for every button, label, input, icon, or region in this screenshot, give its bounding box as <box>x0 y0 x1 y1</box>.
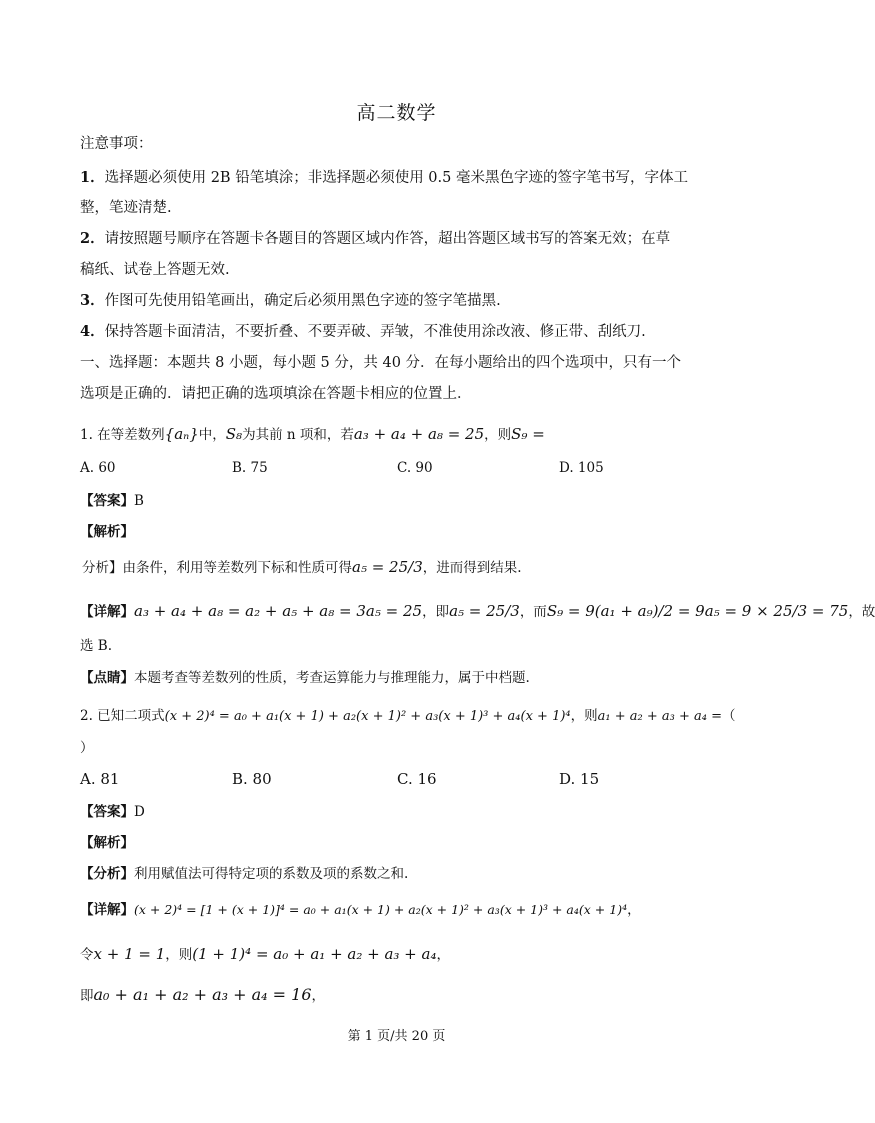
q1-stem-text: 中， <box>198 427 226 443</box>
q2-option-b: B. 80 <box>232 770 272 788</box>
notice-number: 1． <box>80 169 105 186</box>
q2-paren-close: ） <box>80 740 94 756</box>
comment-label: 【点睛】 <box>80 670 134 686</box>
q2-step-text: 即 <box>80 988 94 1004</box>
answer-label: 【答案】 <box>80 493 134 509</box>
q1-stem-text: ，则 <box>484 427 512 443</box>
q1-option-a: A. 60 <box>80 460 116 476</box>
q2-sum-expression: a₁ + a₂ + a₃ + a₄ = <box>597 709 722 724</box>
notice-number: 2． <box>80 230 105 247</box>
q1-detail-eq: a₅ = 25/3 <box>449 602 520 620</box>
q2-step-eq: a₀ + a₁ + a₂ + a₃ + a₄ = 16 <box>93 985 312 1004</box>
notice-1-line1 <box>80 168 688 188</box>
q2-step-2 <box>80 985 325 1006</box>
q1-stem-text: 1. 在等差数列 <box>80 427 165 443</box>
q1-condition: a₃ + a₄ + a₈ = 25 <box>353 425 485 443</box>
notice-number: 4． <box>80 323 105 340</box>
q2-option-a: A. 81 <box>80 770 120 788</box>
notice-text: 作图可先使用铅笔画出，确定后必须用黑色字迹的签字笔描黑. <box>104 293 501 309</box>
q1-stem <box>80 424 545 445</box>
q1-detail <box>80 601 875 622</box>
notice-text: 保持答题卡面清洁，不要折叠、不要弄破、弄皱，不准使用涂改液、修正带、刮纸刀. <box>104 324 646 340</box>
q2-stem-equation: (x + 2)⁴ = a₀ + a₁(x + 1) + a₂(x + 1)² + a₃(x + 1)³ + a₄(x + 1)⁴ <box>164 709 571 724</box>
q1-option-b: B. 75 <box>232 460 268 476</box>
q2-stem-text: ，则 <box>570 708 598 724</box>
q2-step-eq: (1 + 1)⁴ = a₀ + a₁ + a₂ + a₃ + a₄ <box>192 945 437 963</box>
q1-stem-text: 为其前 n 项和，若 <box>242 427 354 443</box>
q1-s9: S₉ = <box>511 425 545 443</box>
section-heading-line2: 选项是正确的．请把正确的选项填涂在答题卡相应的位置上． <box>80 386 472 402</box>
notice-number: 3． <box>80 292 105 309</box>
q1-analysis-label: 【解析】 <box>80 524 134 540</box>
q1-fenxi-text: 分析】由条件，利用等差数列下标和性质可得 <box>82 560 352 576</box>
page-title: 高二数学 <box>356 102 437 124</box>
answer-value: D <box>134 804 145 820</box>
q2-option-d: D. 15 <box>559 770 600 788</box>
q1-fenxi-equation: a₅ = 25/3 <box>352 558 423 576</box>
q2-answer <box>80 802 145 822</box>
q2-stem-text: 2. 已知二项式 <box>80 708 165 724</box>
q1-detail-cont: 选 B. <box>80 638 113 654</box>
notice-1-line2: 整，笔迹清楚. <box>80 200 172 216</box>
comment-text: 本题考查等差数列的性质，考查运算能力与推理能力，属于中档题. <box>134 670 530 686</box>
answer-value: B <box>134 493 144 509</box>
q2-step-text: 令 <box>80 947 94 963</box>
q2-detail <box>80 900 641 920</box>
q1-detail-eq: a₃ + a₄ + a₈ = a₂ + a₅ + a₈ = 3a₅ = 25 <box>134 602 423 620</box>
q1-fenxi <box>82 557 522 578</box>
q1-s8: S₈ <box>225 425 243 443</box>
fenxi-text: 利用赋值法可得特定项的系数及项的系数之和. <box>134 866 409 882</box>
notice-heading: 注意事项： <box>80 136 153 152</box>
fenxi-label: 【分析】 <box>80 866 134 882</box>
q2-step-text: ， <box>311 988 326 1004</box>
answer-label: 【答案】 <box>80 804 134 820</box>
q1-fenxi-text: ，进而得到结果. <box>422 560 522 576</box>
notice-text: 选择题必须使用 2B 铅笔填涂；非选择题必须使用 0.5 毫米黑色字迹的签字笔书写，字体工 <box>104 170 688 186</box>
q2-step-1 <box>80 944 450 965</box>
q2-option-c: C. 16 <box>397 770 437 788</box>
q2-detail-text: ， <box>627 902 641 918</box>
notice-4 <box>80 322 646 342</box>
q2-step-text: ，则 <box>165 947 193 963</box>
q1-sequence: {aₙ} <box>164 425 199 443</box>
q1-detail-text: ，而 <box>519 604 547 620</box>
q2-step-eq: x + 1 = 1 <box>93 945 166 963</box>
notice-2-line2: 稿纸、试卷上答题无效. <box>80 262 230 278</box>
q2-stem <box>80 706 736 727</box>
q2-analysis-label: 【解析】 <box>80 835 134 851</box>
notice-3 <box>80 291 501 311</box>
notice-text: 请按照题号顺序在答题卡各题目的答题区域内作答，超出答题区域书写的答案无效；在草 <box>104 231 671 247</box>
q1-detail-text: ，即 <box>422 604 450 620</box>
q1-detail-text: ，故 <box>848 604 875 620</box>
q1-answer <box>80 491 144 511</box>
section-heading-line1: 一、选择题：本题共 8 小题，每小题 5 分，共 40 分．在每小题给出的四个选项中，只有一个 <box>80 355 682 371</box>
q1-comment <box>80 668 530 688</box>
q1-option-c: C. 90 <box>397 460 433 476</box>
q2-detail-equation: (x + 2)⁴ = [1 + (x + 1)]⁴ = a₀ + a₁(x + 1) + a₂(x + 1)² + a₃(x + 1)³ + a₄(x + 1)⁴ <box>134 902 628 917</box>
detail-label: 【详解】 <box>80 604 134 620</box>
q2-step-text: ， <box>436 947 450 963</box>
q2-fenxi <box>80 864 408 884</box>
q1-detail-eq: S₉ = 9(a₁ + a₉)/2 = 9a₅ = 9 × 25/3 = 75 <box>546 602 849 620</box>
page-footer: 第 1 页/共 20 页 <box>347 1029 446 1044</box>
detail-label: 【详解】 <box>80 902 134 918</box>
notice-2-line1 <box>80 229 670 249</box>
q1-option-d: D. 105 <box>559 460 604 476</box>
q2-paren-open: （ <box>722 708 736 724</box>
